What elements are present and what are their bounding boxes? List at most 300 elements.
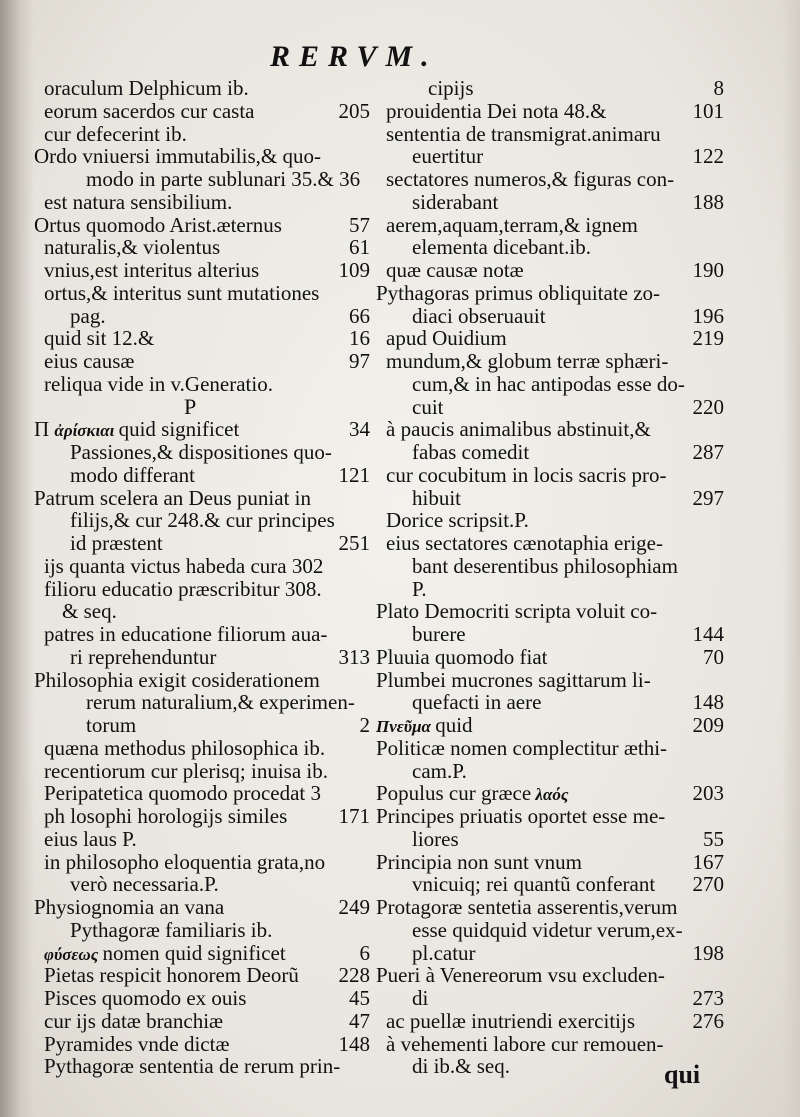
- index-entry-text: [412, 554, 678, 578]
- index-term: Ortus quomodo Arist.æternus: [34, 212, 282, 237]
- index-entry-text: [376, 963, 665, 987]
- index-term: cuit: [412, 394, 444, 419]
- index-entry-text: [376, 645, 548, 669]
- index-entry: [376, 440, 724, 464]
- index-entry: [376, 599, 718, 623]
- index-term: Populus cur græce: [376, 781, 532, 806]
- index-term: di ib.& seq.: [412, 1054, 510, 1079]
- index-entry-text: [386, 122, 661, 146]
- index-entry: [376, 872, 724, 897]
- index-entry: [34, 622, 368, 646]
- index-entry: [34, 554, 368, 578]
- index-term: Philosophia exigit cosiderationem: [34, 667, 320, 692]
- index-entry-text: [412, 486, 461, 510]
- index-entry-text: [44, 1009, 223, 1033]
- index-term: ph losophi horologijs similes: [44, 804, 288, 828]
- page-reference: 188: [692, 189, 724, 214]
- index-term: cur ijs datæ branchiæ: [44, 1008, 224, 1033]
- index-entry-text: [34, 144, 321, 168]
- index-entry: [34, 850, 368, 874]
- index-entry-text: [386, 349, 668, 373]
- index-entry-text: [86, 167, 360, 191]
- index-term: Peripatetica quomodo procedat 3: [44, 781, 321, 806]
- index-entry: [34, 736, 368, 760]
- index-entry: [34, 1054, 368, 1078]
- index-entry: [34, 963, 368, 987]
- index-entry-text: [44, 258, 259, 282]
- index-entry: [34, 804, 368, 828]
- index-entry-text: [376, 850, 582, 874]
- index-term: quid sit 12.&: [44, 326, 155, 351]
- page-reference: 55: [703, 826, 724, 851]
- index-entry-text: [412, 759, 467, 783]
- index-entry-text: [412, 144, 483, 168]
- index-entry: [376, 372, 718, 396]
- index-term: Pueri à Venereorum vsu excluden-: [376, 963, 665, 988]
- index-entry: [376, 144, 724, 169]
- index-entry-text: [412, 872, 655, 896]
- page-reference: 203: [692, 781, 724, 806]
- index-entry-text: [44, 963, 299, 987]
- index-entry-text: [44, 190, 232, 214]
- index-entry: [34, 395, 368, 419]
- index-term: sententia de transmigrat.animaru: [386, 121, 661, 146]
- page-reference: 171: [338, 804, 370, 828]
- catchword: qui: [664, 1060, 701, 1089]
- index-term: rerum naturalium,& experimen-: [86, 690, 355, 715]
- index-entry: [376, 531, 718, 555]
- page-reference: 97: [349, 349, 370, 373]
- index-entry: [376, 394, 724, 419]
- index-entry: [376, 690, 724, 715]
- index-entry: [376, 577, 718, 601]
- index-entry: [376, 1008, 724, 1033]
- index-entry-text: [44, 281, 319, 305]
- index-entry: [34, 827, 368, 851]
- index-entry: [376, 940, 724, 965]
- index-term: pl.catur: [412, 940, 476, 965]
- index-entry: [376, 963, 718, 987]
- greek-term: ἀρίσκιαι: [54, 421, 119, 441]
- page-reference: 313: [338, 644, 370, 669]
- index-term: esse quidquid videtur verum,ex-: [412, 917, 683, 942]
- index-entry-text: [412, 577, 427, 601]
- index-entry-text: [184, 395, 196, 419]
- index-entry-text: [386, 417, 651, 441]
- index-term: vnius,est interitus alterius: [44, 258, 260, 282]
- index-entry-text: [34, 213, 282, 237]
- index-entry-text: [386, 326, 507, 350]
- page-reference: 6: [359, 940, 370, 965]
- index-entry: [34, 599, 368, 623]
- index-term: modo in parte sublunari 35.& 36: [86, 167, 361, 191]
- index-term: quefacti in aere: [412, 690, 542, 715]
- index-term: id præstent: [70, 531, 163, 555]
- index-entry: [34, 76, 368, 100]
- index-entry-text: [44, 736, 325, 760]
- index-term: eius sectatores cænotaphia erige-: [386, 531, 663, 555]
- index-term: cam.P.: [412, 758, 467, 783]
- page-reference: 297: [692, 485, 724, 510]
- index-entry-text: [62, 599, 117, 623]
- index-entry-text: [44, 804, 287, 828]
- index-entry-text: [70, 304, 106, 328]
- index-term: à paucis animalibus abstinuit,&: [386, 417, 651, 442]
- index-term: liores: [412, 826, 459, 851]
- greek-term: Πνεῦμα: [376, 717, 436, 736]
- page-reference: 47: [349, 1008, 370, 1033]
- index-term: P: [184, 393, 197, 419]
- index-entry-text: [412, 622, 466, 646]
- page-reference: 148: [338, 1031, 370, 1056]
- index-entry-text: [412, 395, 444, 419]
- index-entry: [34, 213, 368, 237]
- index-term: Physiognomia an vana: [34, 895, 225, 919]
- index-term: Pythagoræ sententia de rerum prin-: [44, 1054, 341, 1079]
- index-entry-text: [86, 690, 355, 714]
- index-term: fabas comedit: [412, 440, 530, 464]
- page-reference: 249: [338, 895, 370, 919]
- index-entry-text: [86, 713, 136, 737]
- index-entry-text: [412, 372, 685, 396]
- index-entry-text: [386, 213, 638, 237]
- index-entry-text: [44, 99, 254, 123]
- index-entry: [34, 645, 368, 669]
- index-entry-text: [428, 76, 474, 100]
- index-entry: [34, 531, 368, 555]
- index-term: Plumbei mucrones sagittarum li-: [376, 667, 651, 692]
- page-reference: 205: [338, 98, 370, 123]
- index-entry: [376, 485, 724, 510]
- index-entry-text: [70, 645, 216, 669]
- index-entry: [376, 303, 724, 328]
- index-entry-text: [376, 668, 651, 692]
- index-entry: [34, 99, 368, 123]
- index-term: P.: [412, 576, 427, 601]
- index-entry-text: [44, 349, 134, 373]
- index-term: Pisces quomodo ex ouis: [44, 986, 247, 1010]
- index-term: cipijs: [428, 76, 474, 100]
- index-entry: [376, 167, 718, 191]
- page-reference: 121: [338, 462, 370, 487]
- index-term: naturalis,& violentus: [44, 235, 221, 260]
- index-entry: [376, 644, 724, 669]
- index-term: diaci obseruauit: [412, 303, 546, 328]
- index-entry-text: [34, 668, 320, 692]
- index-term: Pietas respicit honorem Deorũ: [44, 963, 299, 988]
- index-entry-text: [70, 508, 335, 532]
- index-entry: [34, 781, 368, 805]
- index-term: Patrum scelera an Deus puniat in: [34, 485, 311, 510]
- running-head: RERVM.: [270, 40, 438, 73]
- index-entry-text: [34, 486, 311, 510]
- index-entry: [376, 986, 724, 1010]
- page-reference: 122: [692, 144, 724, 169]
- page-reference: 2: [359, 713, 370, 737]
- index-term: prouidentia Dei nota 48.&: [386, 98, 607, 123]
- index-entry: [34, 190, 368, 214]
- index-term: burere: [412, 622, 466, 646]
- index-entry: [34, 577, 368, 601]
- page-reference: 101: [692, 98, 724, 123]
- index-entry: [34, 122, 368, 146]
- index-entry: [376, 622, 724, 646]
- index-entry-text: [386, 531, 663, 555]
- index-term: euertitur: [412, 144, 484, 169]
- index-term: est natura sensibilium.: [44, 189, 233, 214]
- index-term: quid: [435, 713, 473, 737]
- index-term: Ordo vniuersi immutabilis,& quo-: [34, 144, 321, 169]
- index-entry: [34, 986, 368, 1010]
- index-term: oraculum Delphicum ib.: [44, 76, 249, 100]
- index-entry: [34, 895, 368, 919]
- index-entry-text: [386, 167, 674, 191]
- index-entry: [376, 213, 718, 237]
- page-reference: 270: [692, 872, 724, 897]
- index-entry-text: [386, 463, 667, 487]
- index-entry: [34, 918, 368, 942]
- index-term: di: [412, 986, 429, 1010]
- index-entry: [376, 349, 718, 373]
- index-entry: [376, 826, 724, 851]
- index-term: bant deserentibus philosophiam: [412, 553, 678, 578]
- index-term: mundum,& globum terræ sphæri-: [386, 349, 669, 373]
- page-reference: 57: [349, 212, 370, 237]
- index-entry-text: [44, 781, 321, 805]
- page-reference: 61: [349, 235, 370, 260]
- index-term: Protagoræ sentetia asserentis,verum: [376, 895, 678, 919]
- index-entry: [34, 690, 368, 714]
- index-term: Plato Democriti scripta voluit co-: [376, 599, 658, 624]
- index-entry: [34, 144, 368, 168]
- index-entry-text: [44, 1032, 229, 1056]
- index-entry-text: [44, 850, 325, 874]
- index-entry-text: [44, 76, 249, 100]
- index-term: recentiorum cur plerisq; inuisa ib.: [44, 758, 329, 783]
- page-reference: 45: [349, 986, 370, 1010]
- index-entry-text: [386, 258, 524, 282]
- index-term: à vehementi labore cur remouen-: [386, 1031, 664, 1056]
- page-reference: 167: [692, 849, 724, 874]
- page-reference: 190: [692, 258, 724, 282]
- index-entry-text: [376, 281, 660, 305]
- page-reference: 148: [692, 690, 724, 715]
- index-entry-text: [70, 872, 219, 896]
- index-term: Pluuia quomodo fiat: [376, 644, 548, 669]
- index-term: ri reprehenduntur: [70, 644, 217, 669]
- index-term: Pythagoræ familiaris ib.: [70, 917, 273, 942]
- index-entry-text: [34, 895, 224, 919]
- index-term: quæna methodus philosophica ib.: [44, 735, 326, 760]
- index-term: Principia non sunt vnum: [376, 849, 582, 874]
- index-term: nomen quid significet: [102, 940, 286, 965]
- page-reference: 8: [713, 76, 724, 100]
- index-entry-text: [44, 986, 246, 1010]
- index-entry-text: [376, 804, 665, 828]
- index-term: eius laus P.: [44, 826, 137, 851]
- index-entry-text: [44, 235, 220, 259]
- index-entry-text: [44, 1054, 340, 1078]
- greek-term: φύσεως: [44, 944, 103, 964]
- index-entry-text: [44, 622, 327, 646]
- page-reference: 287: [692, 440, 724, 464]
- index-entry-text: [44, 827, 137, 851]
- index-entry: [376, 326, 724, 351]
- index-term: in philosopho eloquentia grata,no: [44, 849, 326, 874]
- page-reference: 220: [692, 394, 724, 419]
- index-term: eius causæ: [44, 349, 135, 373]
- page-reference: 198: [692, 940, 724, 965]
- index-entry-text: [412, 690, 541, 714]
- index-entry: [34, 304, 368, 328]
- index-entry-text: [412, 304, 546, 328]
- page-reference: 16: [349, 326, 370, 351]
- index-term: cur cocubitum in locis sacris pro-: [386, 462, 667, 487]
- index-entry: [34, 463, 368, 487]
- index-entry: [376, 895, 718, 919]
- index-entry-text: [386, 508, 529, 532]
- index-term: Dorice scripsit.P.: [386, 508, 529, 533]
- index-entry-text: [386, 99, 606, 123]
- index-entry-text: [412, 941, 476, 965]
- index-term: filioru educatio præscribitur 308.: [44, 576, 322, 601]
- index-entry: [34, 417, 368, 441]
- index-term: patres in educatione filiorum aua-: [44, 622, 328, 646]
- index-entry-text: [70, 463, 195, 487]
- index-entry: [376, 918, 718, 942]
- page-gutter-shadow: [0, 0, 34, 1117]
- page-reference: 273: [692, 986, 724, 1010]
- index-term: filijs,& cur 248.& cur principes: [70, 508, 335, 533]
- index-entry: [34, 941, 368, 965]
- index-entry: [376, 235, 718, 259]
- index-term: & seq.: [62, 599, 117, 624]
- index-entry: [34, 372, 368, 396]
- index-entry-text: [412, 190, 498, 214]
- index-entry: [376, 759, 718, 783]
- page-reference: 144: [692, 622, 724, 646]
- index-entry: [34, 1009, 368, 1033]
- index-term: Pythagoras primus obliquitate zo-: [376, 280, 661, 305]
- index-entry-text: [386, 1032, 664, 1056]
- index-entry-text: [376, 895, 678, 919]
- index-entry: [376, 849, 724, 874]
- index-term: sectatores numeros,& figuras con-: [386, 167, 675, 191]
- page-reference: 70: [703, 644, 724, 669]
- index-entry-text: [44, 122, 187, 146]
- index-entry-text: [70, 918, 272, 942]
- index-term: Passiones,& dispositiones quo-: [70, 440, 332, 464]
- index-term: reliqua vide in v.Generatio.: [44, 371, 273, 396]
- index-entry: [376, 189, 724, 214]
- index-term: ac puellæ inutriendi exercitijs: [386, 1008, 636, 1033]
- index-entry: [34, 167, 368, 191]
- index-entry: [34, 349, 368, 373]
- index-entry: [376, 736, 718, 760]
- index-entry: [34, 1032, 368, 1056]
- index-term: elementa dicebant.ib.: [412, 235, 592, 260]
- index-entry-text: [44, 577, 322, 601]
- index-entry: [34, 326, 368, 350]
- index-entry-text: [44, 326, 154, 350]
- page-edge-shadow: [782, 0, 800, 1117]
- index-term: cum,& in hac antipodas esse do-: [412, 371, 685, 396]
- page-reference: 109: [338, 258, 370, 282]
- index-entry: [34, 668, 368, 692]
- index-term: ortus,& interitus sunt mutationes: [44, 280, 320, 305]
- index-term: eorum sacerdos cur casta: [44, 98, 255, 123]
- index-term: torum: [86, 713, 137, 737]
- index-entry: [376, 554, 718, 578]
- index-entry: [34, 759, 368, 783]
- index-entry-text: [376, 736, 667, 760]
- index-entry: [34, 281, 368, 305]
- page-reference: 276: [692, 1008, 724, 1033]
- index-entry: [376, 258, 724, 282]
- index-term: pag.: [70, 303, 106, 328]
- page-reference: 196: [692, 303, 724, 328]
- section-initial: Π: [34, 417, 55, 442]
- index-entry: [376, 804, 718, 828]
- index-entry: [34, 713, 368, 737]
- index-entry-text: [412, 918, 683, 942]
- index-entry: [376, 417, 718, 441]
- index-entry: [376, 1032, 718, 1056]
- index-entry-text: [412, 1054, 510, 1078]
- page-reference: 66: [349, 303, 370, 328]
- index-entry-text: [412, 986, 428, 1010]
- index-entry-text: [412, 827, 459, 851]
- index-entry-text: [412, 235, 591, 259]
- index-entry: [34, 872, 368, 896]
- page-reference: 34: [349, 417, 370, 442]
- index-entry: [376, 508, 718, 532]
- index-term: apud Ouidium: [386, 326, 507, 351]
- index-entry: [34, 508, 368, 532]
- index-term: Politicæ nomen complectitur æthi-: [376, 735, 668, 760]
- index-term: Pyramides vnde dictæ: [44, 1031, 230, 1056]
- index-term: hibuit: [412, 485, 462, 510]
- index-entry-text: [44, 372, 273, 396]
- index-term: aerem,aquam,terram,& ignem: [386, 212, 638, 237]
- page-reference: 209: [692, 713, 724, 737]
- index-entry: [34, 235, 368, 259]
- index-entry: [376, 668, 718, 692]
- index-entry: [376, 463, 718, 487]
- index-term: quæ causæ notæ: [386, 258, 524, 282]
- index-entry: [376, 76, 724, 100]
- index-entry: [376, 781, 724, 806]
- index-term: siderabant: [412, 189, 499, 214]
- greek-term: λαός: [531, 785, 569, 805]
- index-term: verò necessaria.P.: [70, 872, 219, 897]
- index-entry: [376, 98, 724, 123]
- index-entry-text: [376, 599, 657, 623]
- index-term: cur defecerint ib.: [44, 121, 187, 146]
- index-term: ijs quanta victus habeda cura 302: [44, 553, 324, 578]
- index-term: quid significet: [118, 417, 240, 442]
- index-entry: [376, 122, 718, 146]
- index-entry: [34, 440, 368, 464]
- index-entry: [376, 281, 718, 305]
- index-term: vnicuiq; rei quantũ conferant: [412, 872, 656, 897]
- page-reference: 228: [338, 963, 370, 988]
- index-term: modo differant: [70, 462, 195, 487]
- index-entry: [376, 713, 724, 737]
- index-entry-text: [44, 759, 328, 783]
- index-entry-text: [70, 531, 163, 555]
- index-entry-text: [386, 1009, 635, 1033]
